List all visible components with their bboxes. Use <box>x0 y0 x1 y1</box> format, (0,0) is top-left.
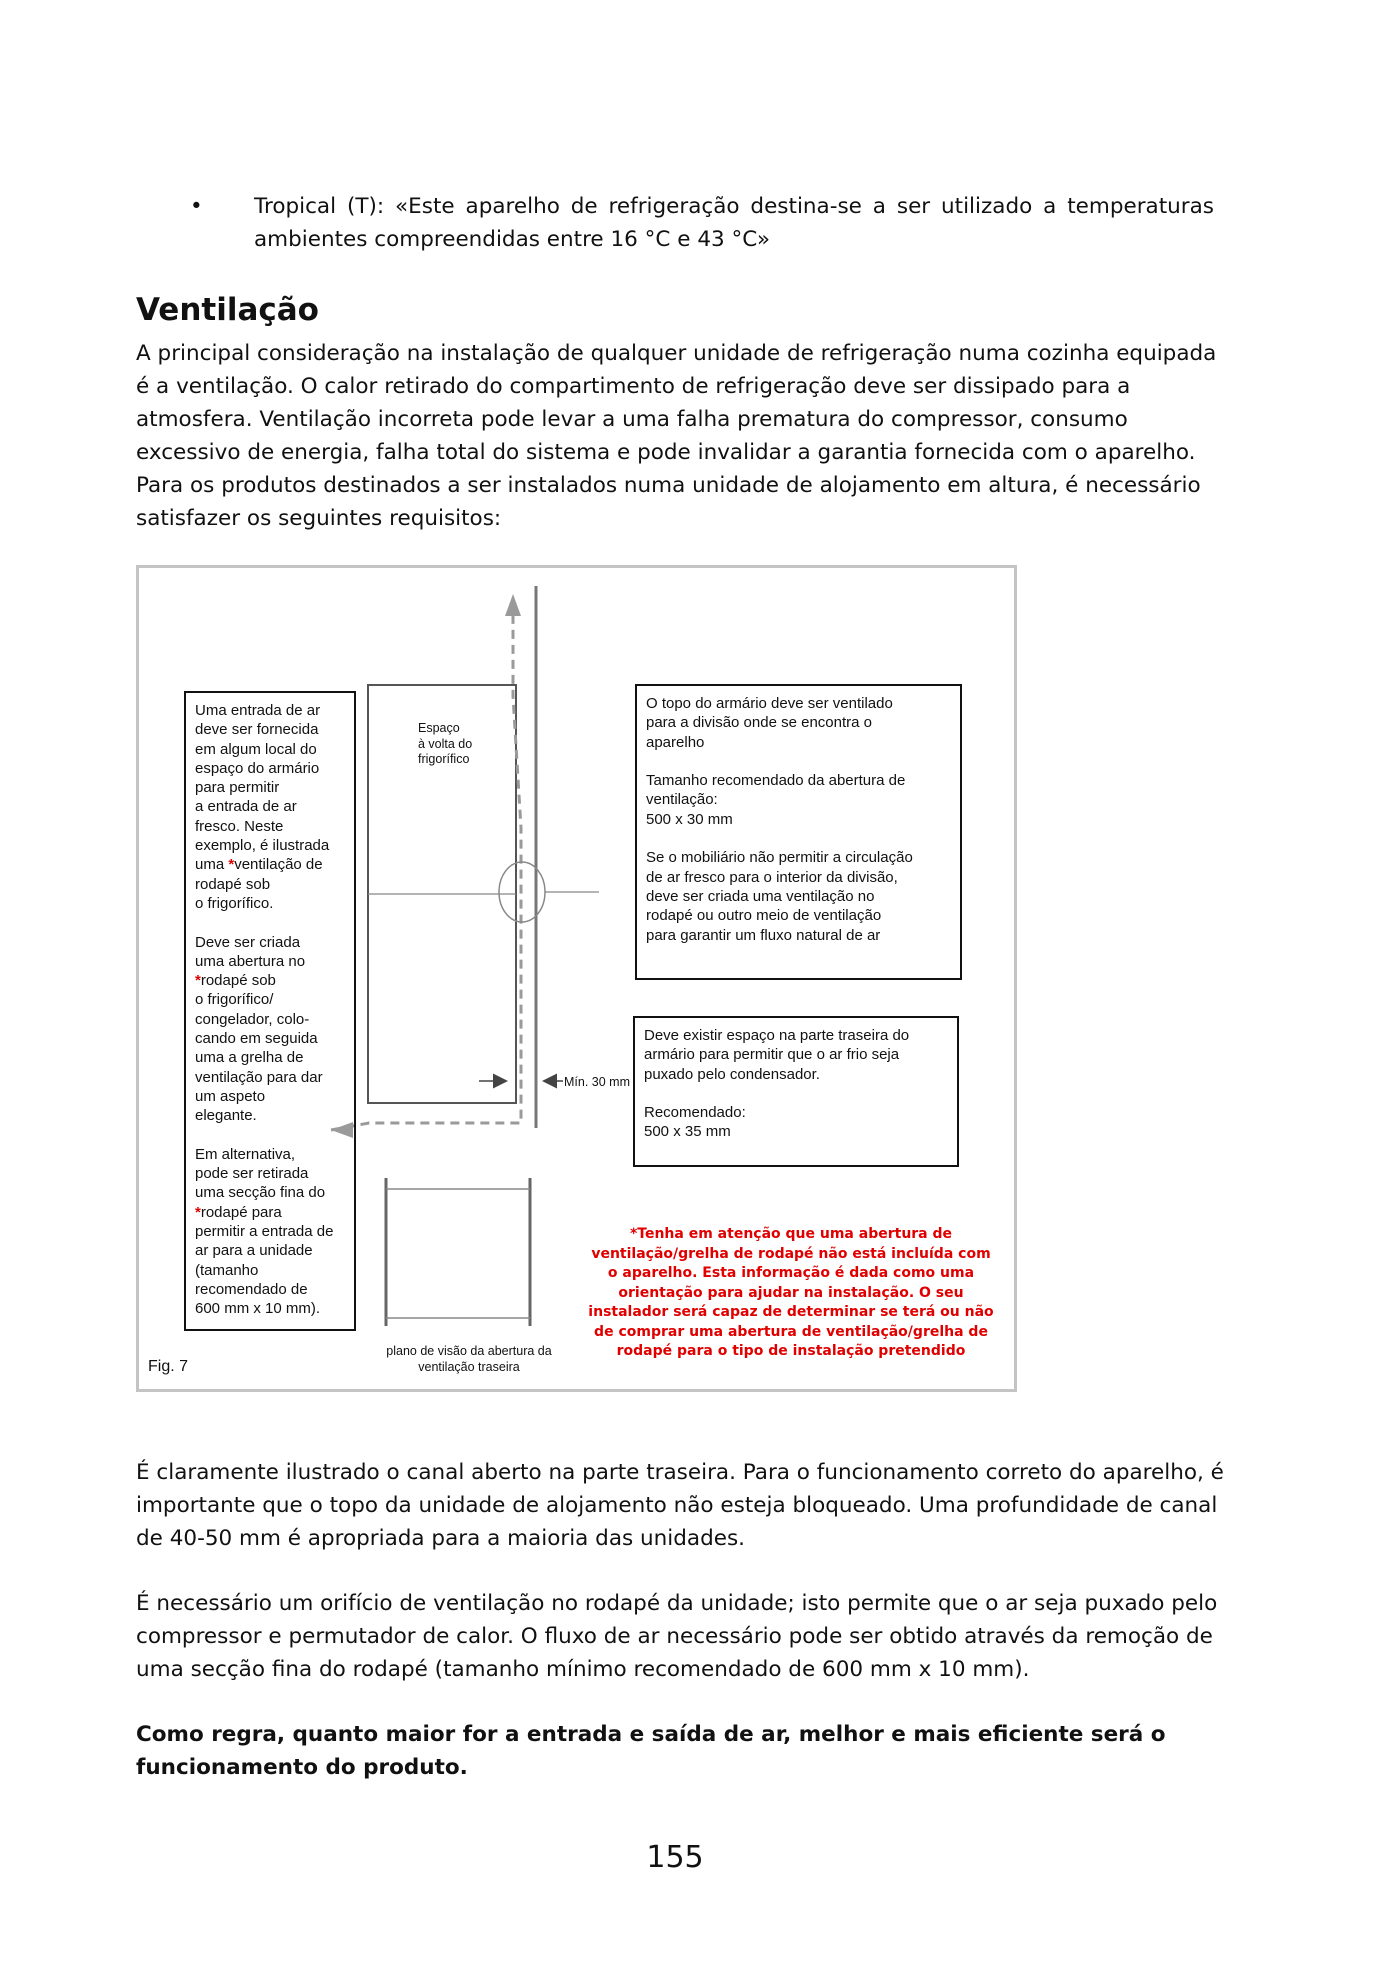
note-text: Tenha em atenção que uma abertura de ventilação/grelha de rodapé não está incluída com o aparelho. Esta informação é dada como uma orientação para ajudar na instalação. O seu instalador será capaz de determinar se terá ou não de comprar uma abertura de ventilação/grelha de rodapé para o tipo de instalação pretendido <box>588 1226 994 1359</box>
left-info-box <box>184 691 356 1331</box>
body-paragraph-channel: É claramente ilustrado o canal aberto na parte traseira. Para o funcionamento correto do aparelho, é importante que o topo da unidade de alojamento não esteja bloqueado. Uma profundidade de canal de 40-50 mm é apropriada para a maioria das unidades. <box>136 1460 1224 1551</box>
left-box-text-4: rodapé para permitir a entrada de ar para a unidade (tamanho recomendado de 600 mm x 10 mm). <box>195 1203 334 1318</box>
installation-note <box>586 1225 996 1362</box>
rear-space-info-box: Deve existir espaço na parte traseira do armário para permitir que o ar frio seja puxado pelo condensador. Recomendado: 500 x 35 mm <box>633 1016 959 1167</box>
note-asterisk: * <box>629 1226 638 1242</box>
figure-label: Fig. 7 <box>148 1358 189 1375</box>
min-gap-label: Mín. 30 mm <box>564 1075 630 1089</box>
body-paragraph-rule: Como regra, quanto maior for a entrada e saída de ar, melhor e mais eficiente será o funcionamento do produto. <box>136 1722 1166 1780</box>
page-number: 155 <box>646 1840 704 1875</box>
space-around-label: Espaço à volta do frigorífico <box>418 721 473 767</box>
airflow-path <box>331 608 521 1130</box>
vent-view-caption: plano de visão da abertura da ventilação traseira <box>386 1344 552 1374</box>
left-box-text-3: rodapé sob o frigorífico/ congelador, colo- cando em seguida uma a grelha de ventilação para dar um aspeto elegante. Em alternativa, pode ser retirada uma secção fina do <box>195 972 326 1202</box>
bullet-dot: • <box>190 194 203 219</box>
bullet-text: Tropical (T): «Este aparelho de refrigeração destina-se a ser utilizado a temperaturas ambientes compreendidas entre 16 °C e 43 °C» <box>254 194 1214 252</box>
body-paragraph-plinth: É necessário um orifício de ventilação no rodapé da unidade; isto permite que o ar seja puxado pelo compressor e permutador de calor. O fluxo de ar necessário pode ser obtido através da remoção de uma secção fina do rodapé (tamanho mínimo recomendado de 600 mm x 10 mm). <box>136 1591 1218 1682</box>
left-box-text-1: Uma entrada de ar deve ser fornecida em algum local do espaço do armário para permitir a entrada de ar fresco. Neste exemplo, é ilustrada uma <box>195 702 330 874</box>
intro-paragraph: A principal consideração na instalação de qualquer unidade de refrigeração numa cozinha equipada é a ventilação. O calor retirado do compartimento de refrigeração deve ser dissipado para a atmosfera. Ventilação incorreta pode levar a uma falha prematura do compressor, consumo excessivo de energia, falha total do sistema e pode invalidar a garantia fornecida com o aparelho. Para os produtos destinados a ser instalados numa unidade de alojamento em altura, é necessário satisfazer os seguintes requisitos: <box>136 341 1217 531</box>
ventilation-figure <box>136 565 1017 1392</box>
airflow-up-arrow <box>505 594 521 616</box>
asterisk-1: * <box>228 856 235 874</box>
left-box-text-2: ventilação de rodapé sob o frigorífico. Deve ser criada uma abertura no <box>195 856 323 970</box>
top-vent-info-box: O topo do armário deve ser ventilado para a divisão onde se encontra o aparelho Tamanho recomendado da abertura de ventilação: 500 x 30 mm Se o mobiliário não permitir a circulação de ar fresco para o interior da divisão, deve ser criada uma ventilação no rodapé ou outro meio de ventilação para garantir um fluxo natural de ar <box>635 684 962 980</box>
section-title: Ventilação <box>136 292 319 328</box>
asterisk-3: * <box>195 1203 201 1221</box>
asterisk-2: * <box>195 972 201 990</box>
